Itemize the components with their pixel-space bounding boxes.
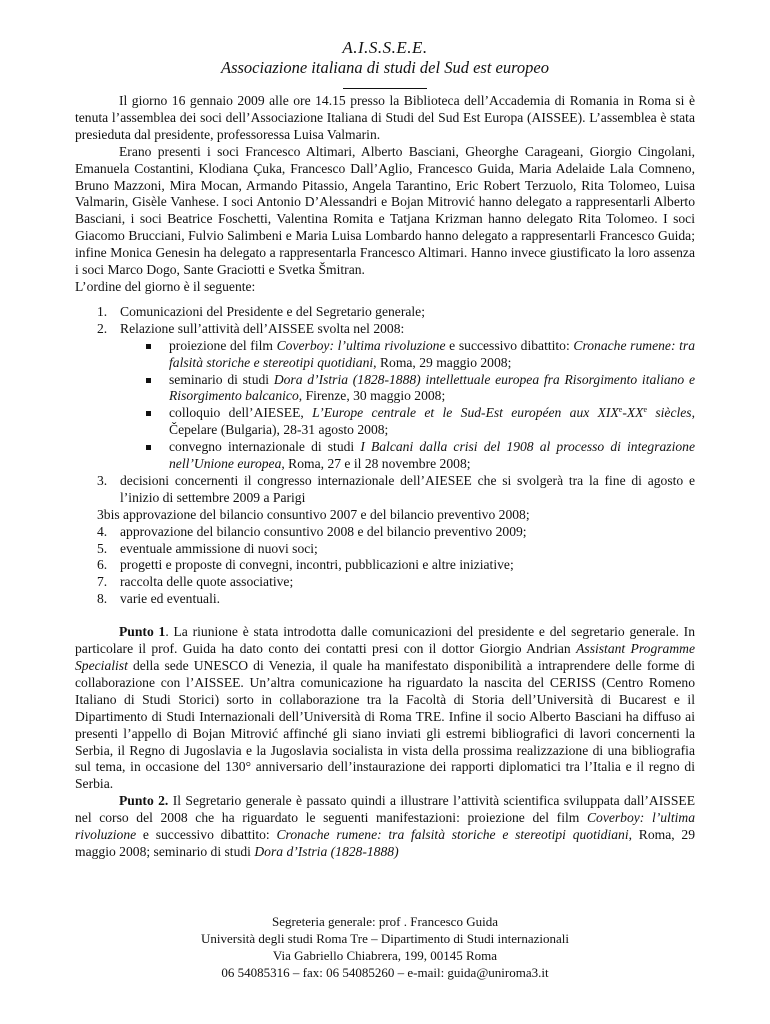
bullet-icon — [146, 378, 151, 383]
agenda-list-continued — [75, 524, 695, 609]
activity-item: seminario di studi Dora d’Istria (1828-1888) intellettuale europea fra Risorgimento italiano e Risorgimento balcanico, Firenze, 30 maggio 2008; — [120, 372, 695, 406]
activity-item: convegno internazionale di studi I Balcani dalla crisi del 1908 al processo di integrazione nell’Unione europea, Roma, 27 e il 28 novembre 2008; — [120, 439, 695, 473]
bullet-icon — [146, 411, 151, 416]
agenda-item: 1. Comunicazioni del Presidente e del Segretario generale; — [97, 303, 425, 319]
footer-university: Università degli studi Roma Tre – Dipartimento di Studi internazionali — [201, 931, 569, 946]
page-footer — [0, 913, 770, 981]
agenda-item: 3. decisioni concernenti il congresso internazionale dell’AIESEE che si svolgerà tra la fine di agosto e l’inizio di settembre 2009 a Parigi — [97, 472, 695, 505]
agenda-item-3bis: 3bis approvazione del bilancio consuntivo 2007 e del bilancio preventivo 2008; — [97, 506, 530, 522]
attendees-paragraph: Erano presenti i soci Francesco Altimari, Alberto Basciani, Gheorghe Carageani, Giorgio Cingolani, Emanuela Costantini, Klodiana Çuka, Francesco Dall’Aglio, Francesco Guida, Maria Adelaide Lala Comneno, Bruno Mazzoni, Mira Mocan, Armando Pitassio, Angela Tarantino, Eric Robert Terzuolo, Rita Tolomeo, Luisa Valmarin, Gisèle Vanhese. I soci Antonio D’Alessandri e Bojan Mitrović hanno delegato a rappresentarli Alberto Basciani, i soci Beatrice Foschetti, Valentina Romita e Tatjana Krizman hanno delegato Rita Tolomeo. I soci Giacomo Brucciani, Fulvio Salimbeni e Maria Luisa Lombardo hanno delegato a rappresentarli Francesco Guida; infine Monica Genesin ha delegato a rappresentarla Francesco Altimari. Hanno invece giustificato la loro assenza i soci Marco Dogo, Sante Graciotti e Svetka Šmitran. — [75, 143, 695, 278]
agenda-item: 2. Relazione sull’attività dell’AISSEE svolta nel 2008: proiezione del film Coverboy: l’ultima rivoluzione e successivo dibattito: Cronache rumene: tra falsità storiche e stereotipi quotidiani, Roma, 29 maggio 2008; seminario di studi Dora d’Istria (1828-1888) intellettuale europea fra Risorgimento italiano e Risorgimento balcanico, Firenze, 30 maggio 2008; colloquio dell’AIESEE, L’Europe centrale et le Sud-Est européen aux XIXe-XXe siècles, Čepelare (Bulgaria), 28-31 agosto 2008; convegno internazionale di studi I Balcani dalla crisi del 1908 al processo di integrazione nell’Unione europea, Roma, 27 e il 28 novembre 2008; — [97, 320, 695, 472]
punto-1-paragraph: Punto 1. La riunione è stata introdotta dalle comunicazioni del presidente e del segretario generale. In particolare il prof. Guida ha dato conto dei contatti presi con il dottor Giorgio Andrian Assistant Programme Specialist della sede UNESCO di Venezia, il quale ha manifestato disponibilità a intraprendere delle forme di collaborazione con l’AISSEE. Un’altra comunicazione ha riguardato la nascita del CERISS (Centro Romeno Italiano di Studi Storici) sorto in collaborazione tra la Facoltà di Storia dell’Università di Bucarest e il Dipartimento di Studi Internazionali dell’Università di Roma TRE. Infine il socio Alberto Basciani ha diffuso ai presenti l’appello di Bojan Mitrović affinché gli siano inviati gli estremi bibliografici di lavori concernenti la Serbia, il Regno di Jugoslavia e la Jugoslavia socialista in vista della prossima realizzazione di una bibliografia sul tema, in occasione del 130° anniversario dell’instaurazione dei rapporti diplomatici tra l’Italia e il regno di Serbia. — [75, 624, 695, 792]
agenda-intro: L’ordine del giorno è il seguente: — [75, 278, 256, 294]
bullet-icon — [146, 445, 151, 450]
agenda-item: 7. raccolta delle quote associative; — [97, 574, 294, 590]
agenda-item: 8. varie ed eventuali. — [97, 591, 221, 607]
activities-list — [120, 338, 695, 473]
intro-paragraph: Il giorno 16 gennaio 2009 alle ore 14.15 presso la Biblioteca dell’Accademia di Romania in Roma si è tenuta l’assemblea dei soci dell’Associazione Italiana di Studi del Sud Est Europa (AISSEE). L’assemblea è stata presieduta dal presidente, professoressa Luisa Valmarin. — [75, 93, 695, 142]
punto-2-label: Punto 2. — [119, 793, 169, 809]
agenda-item: 6. progetti e proposte di convegni, incontri, pubblicazioni e altre iniziative; — [97, 557, 514, 573]
punto-1-label: Punto 1 — [119, 624, 166, 640]
association-name: Associazione italiana di studi del Sud est europeo — [221, 58, 549, 77]
activity-item: colloquio dell’AIESEE, L’Europe centrale et le Sud-Est européen aux XIXe-XXe siècles, Čepelare (Bulgaria), 28-31 agosto 2008; — [120, 405, 695, 439]
punto-2-paragraph: Punto 2. Il Segretario generale è passato quindi a illustrare l’attività scientifica sviluppata dall’AISSEE nel corso del 2008 che ha riguardato le seguenti manifestazioni: proiezione del film Coverboy: l’ultima rivoluzione e successivo dibattito: Cronache rumene: tra falsità storiche e stereotipi quotidiani, Roma, 29 maggio 2008; seminario di studi Dora d’Istria (1828-1888) — [75, 793, 695, 859]
footer-address: Via Gabriello Chiabrera, 199, 00145 Roma — [272, 948, 498, 963]
bullet-icon — [146, 344, 151, 349]
agenda-item: 4. approvazione del bilancio consuntivo 2008 e del bilancio preventivo 2009; — [97, 523, 527, 539]
footer-contacts: 06 54085316 – fax: 06 54085260 – e-mail: guida@uniroma3.it — [221, 965, 549, 980]
footer-secretary: Segreteria generale: prof . Francesco Guida — [272, 914, 498, 929]
agenda-item: 5. eventuale ammissione di nuovi soci; — [97, 540, 318, 556]
activity-item: proiezione del film Coverboy: l’ultima rivoluzione e successivo dibattito: Cronache rumene: tra falsità storiche e stereotipi quotidiani, Roma, 29 maggio 2008; — [120, 338, 695, 372]
document-page — [75, 38, 695, 861]
header-rule — [343, 80, 427, 89]
agenda-list — [75, 304, 695, 507]
association-acronym: A.I.S.S.E.E. — [342, 38, 428, 57]
